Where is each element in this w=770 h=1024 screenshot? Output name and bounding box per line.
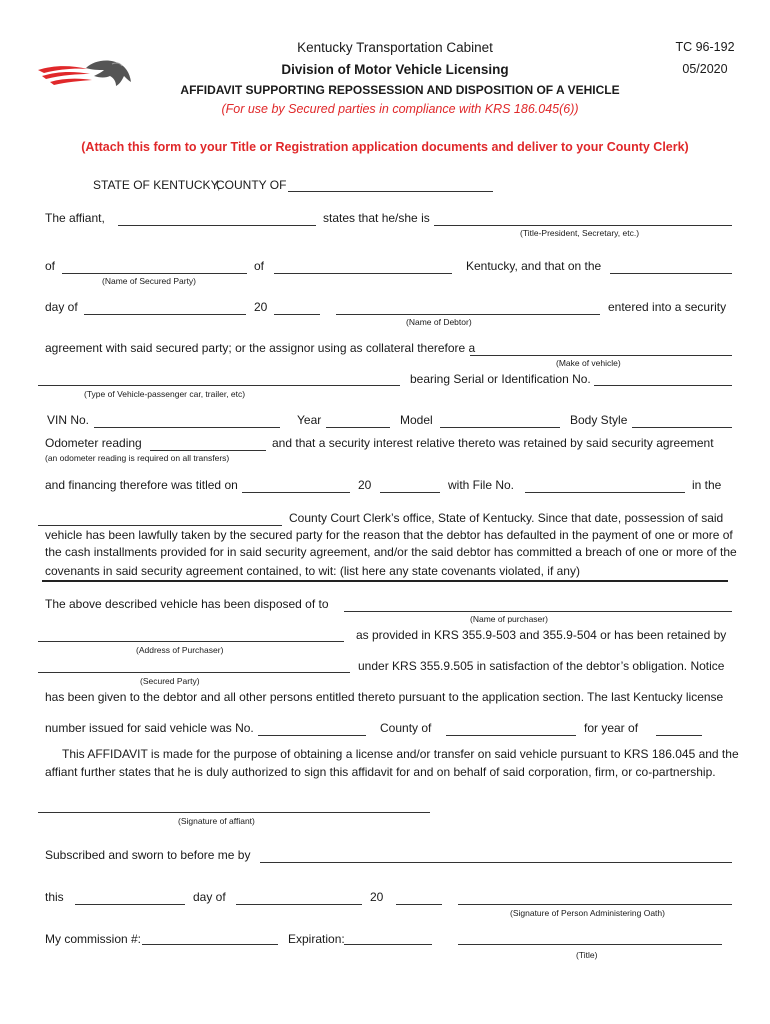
division-name: Division of Motor Vehicle Licensing [281, 62, 509, 77]
affiant-signature-field[interactable] [38, 812, 430, 813]
vehicle-year-field[interactable] [326, 427, 390, 428]
bearing-serial-label: bearing Serial or Identification No. [410, 372, 591, 386]
file-no-label: with File No. [448, 478, 515, 492]
affiant-title-field[interactable] [434, 225, 732, 226]
body-style-field[interactable] [632, 427, 732, 428]
affiant-label: The affiant, [45, 211, 105, 225]
year-20c-label: 20 [370, 890, 384, 904]
in-the-label: in the [692, 478, 722, 492]
vin-field[interactable] [94, 427, 280, 428]
purchaser-hint: (Name of purchaser) [470, 614, 548, 624]
expiration-field[interactable] [344, 944, 432, 945]
address-hint: (Address of Purchaser) [136, 645, 224, 655]
form-subtitle: (For use by Secured parties in compliance with KRS 186.045(6)) [221, 102, 579, 116]
purpose-line-1: This AFFIDAVIT is made for the purpose of obtaining a license and/or transfer on said vehicle pursuant to KRS 186.045 and the [62, 747, 739, 761]
odometer-label: Odometer reading [45, 436, 142, 450]
secured-party-hint: (Name of Secured Party) [102, 276, 197, 286]
sworn-by-field[interactable] [260, 862, 732, 863]
serial-number-field[interactable] [594, 385, 732, 386]
sworn-label: Subscribed and sworn to before me by [45, 848, 251, 862]
county-label: COUNTY OF [216, 178, 287, 192]
of-label-1: of [45, 259, 56, 273]
of-label-2: of [254, 259, 265, 273]
secured-party-location-field[interactable] [274, 273, 452, 274]
secured-party-field[interactable] [62, 273, 247, 274]
year-20-label: 20 [254, 300, 268, 314]
attach-instruction: (Attach this form to your Title or Registration application documents and deliver to your County Clerk) [81, 140, 689, 154]
krs-503-text: as provided in KRS 355.9-503 and 355.9-504 or has been retained by [356, 628, 727, 642]
sworn-year-field[interactable] [396, 904, 442, 905]
commission-label: My commission #: [45, 932, 142, 946]
paragraph-line-2: vehicle has been lawfully taken by the secured party for the reason that the debtor has defaulted in the payment of one or more of [45, 528, 733, 542]
county-field[interactable] [288, 191, 493, 192]
agreement-year-field[interactable] [274, 314, 320, 315]
purpose-line-2: affiant further states that he is duly authorized to sign this affidavit for and on behalf of said corporation, firm, or co-partnership. [45, 765, 716, 779]
title-hint-2: (Title) [576, 950, 598, 960]
county-court-field[interactable] [38, 525, 282, 526]
purchaser-address-field[interactable] [38, 641, 344, 642]
paragraph-line-3: the cash installments provided for in said security agreement, and/or the said debtor has committed a breach of one or more of the [45, 545, 737, 559]
debtor-hint: (Name of Debtor) [406, 317, 472, 327]
form-date: 05/2020 [682, 62, 728, 76]
vin-label: VIN No. [47, 413, 90, 427]
county-court-text: County Court Clerk’s office, State of Kentucky. Since that date, possession of said [289, 511, 724, 525]
titled-year-field[interactable] [380, 492, 440, 493]
odometer-field[interactable] [150, 450, 266, 451]
paragraph-line-4: covenants in said security agreement contained, to wit: (list here any state covenants violated, if any) [45, 564, 580, 578]
oath-signature-field[interactable] [458, 904, 732, 905]
year-label: Year [297, 413, 322, 427]
vehicle-type-field[interactable] [38, 385, 400, 386]
commission-number-field[interactable] [142, 944, 278, 945]
oath-hint: (Signature of Person Administering Oath) [510, 908, 665, 918]
year-20b-label: 20 [358, 478, 372, 492]
for-year-of-label: for year of [584, 721, 639, 735]
odometer-hint: (an odometer reading is required on all transfers) [45, 453, 230, 463]
county-of-label-2: County of [380, 721, 432, 735]
license-year-field[interactable] [656, 735, 702, 736]
license-county-field[interactable] [446, 735, 576, 736]
krs-505-text: under KRS 355.9.505 in satisfaction of the debtor’s obligation. Notice [358, 659, 725, 673]
administrator-title-field[interactable] [458, 944, 722, 945]
debtor-name-field[interactable] [336, 314, 600, 315]
number-issued-label: number issued for said vehicle was No. [45, 721, 254, 735]
license-number-field[interactable] [258, 735, 366, 736]
expiration-label: Expiration: [288, 932, 345, 946]
kentucky-on-label: Kentucky, and that on the [466, 259, 602, 273]
purchaser-name-field[interactable] [344, 611, 732, 612]
make-hint: (Make of vehicle) [556, 358, 621, 368]
model-label: Model [400, 413, 433, 427]
agreement-day-field[interactable] [610, 273, 732, 274]
agreement-month-field[interactable] [84, 314, 246, 315]
this-label: this [45, 890, 64, 904]
agreement-text: agreement with said secured party; or the assignor using as collateral therefore a [45, 341, 476, 355]
agency-name: Kentucky Transportation Cabinet [297, 40, 493, 55]
body-style-label: Body Style [570, 413, 628, 427]
titled-date-field[interactable] [242, 492, 350, 493]
sworn-day-field[interactable] [75, 904, 185, 905]
disposed-text: The above described vehicle has been disposed of to [45, 597, 329, 611]
state-label: STATE OF KENTUCKY, [93, 178, 221, 192]
day-of-label: day of [45, 300, 78, 314]
type-hint: (Type of Vehicle-passenger car, trailer, etc) [84, 389, 246, 399]
file-number-field[interactable] [525, 492, 685, 493]
states-label: states that he/she is [323, 211, 430, 225]
odometer-text: and that a security interest relative thereto was retained by said security agreement [272, 436, 714, 450]
vehicle-make-field[interactable] [470, 355, 732, 356]
retaining-secured-party-field[interactable] [38, 672, 350, 673]
form-number: TC 96-192 [675, 40, 735, 54]
notice-text: has been given to the debtor and all other persons entitled thereto pursuant to the application section. The last Kentucky license [45, 690, 724, 704]
entered-security-label: entered into a security [608, 300, 727, 314]
affiant-name-field[interactable] [118, 225, 316, 226]
day-of-label-2: day of [193, 890, 226, 904]
covenants-divider [42, 580, 728, 582]
sworn-month-field[interactable] [236, 904, 362, 905]
model-field[interactable] [440, 427, 560, 428]
title-hint: (Title-President, Secretary, etc.) [520, 228, 640, 238]
form-title: AFFIDAVIT SUPPORTING REPOSSESSION AND DISPOSITION OF A VEHICLE [180, 83, 620, 97]
signature-hint: (Signature of affiant) [178, 816, 255, 826]
secured-hint: (Secured Party) [140, 676, 200, 686]
financing-label: and financing therefore was titled on [45, 478, 238, 492]
